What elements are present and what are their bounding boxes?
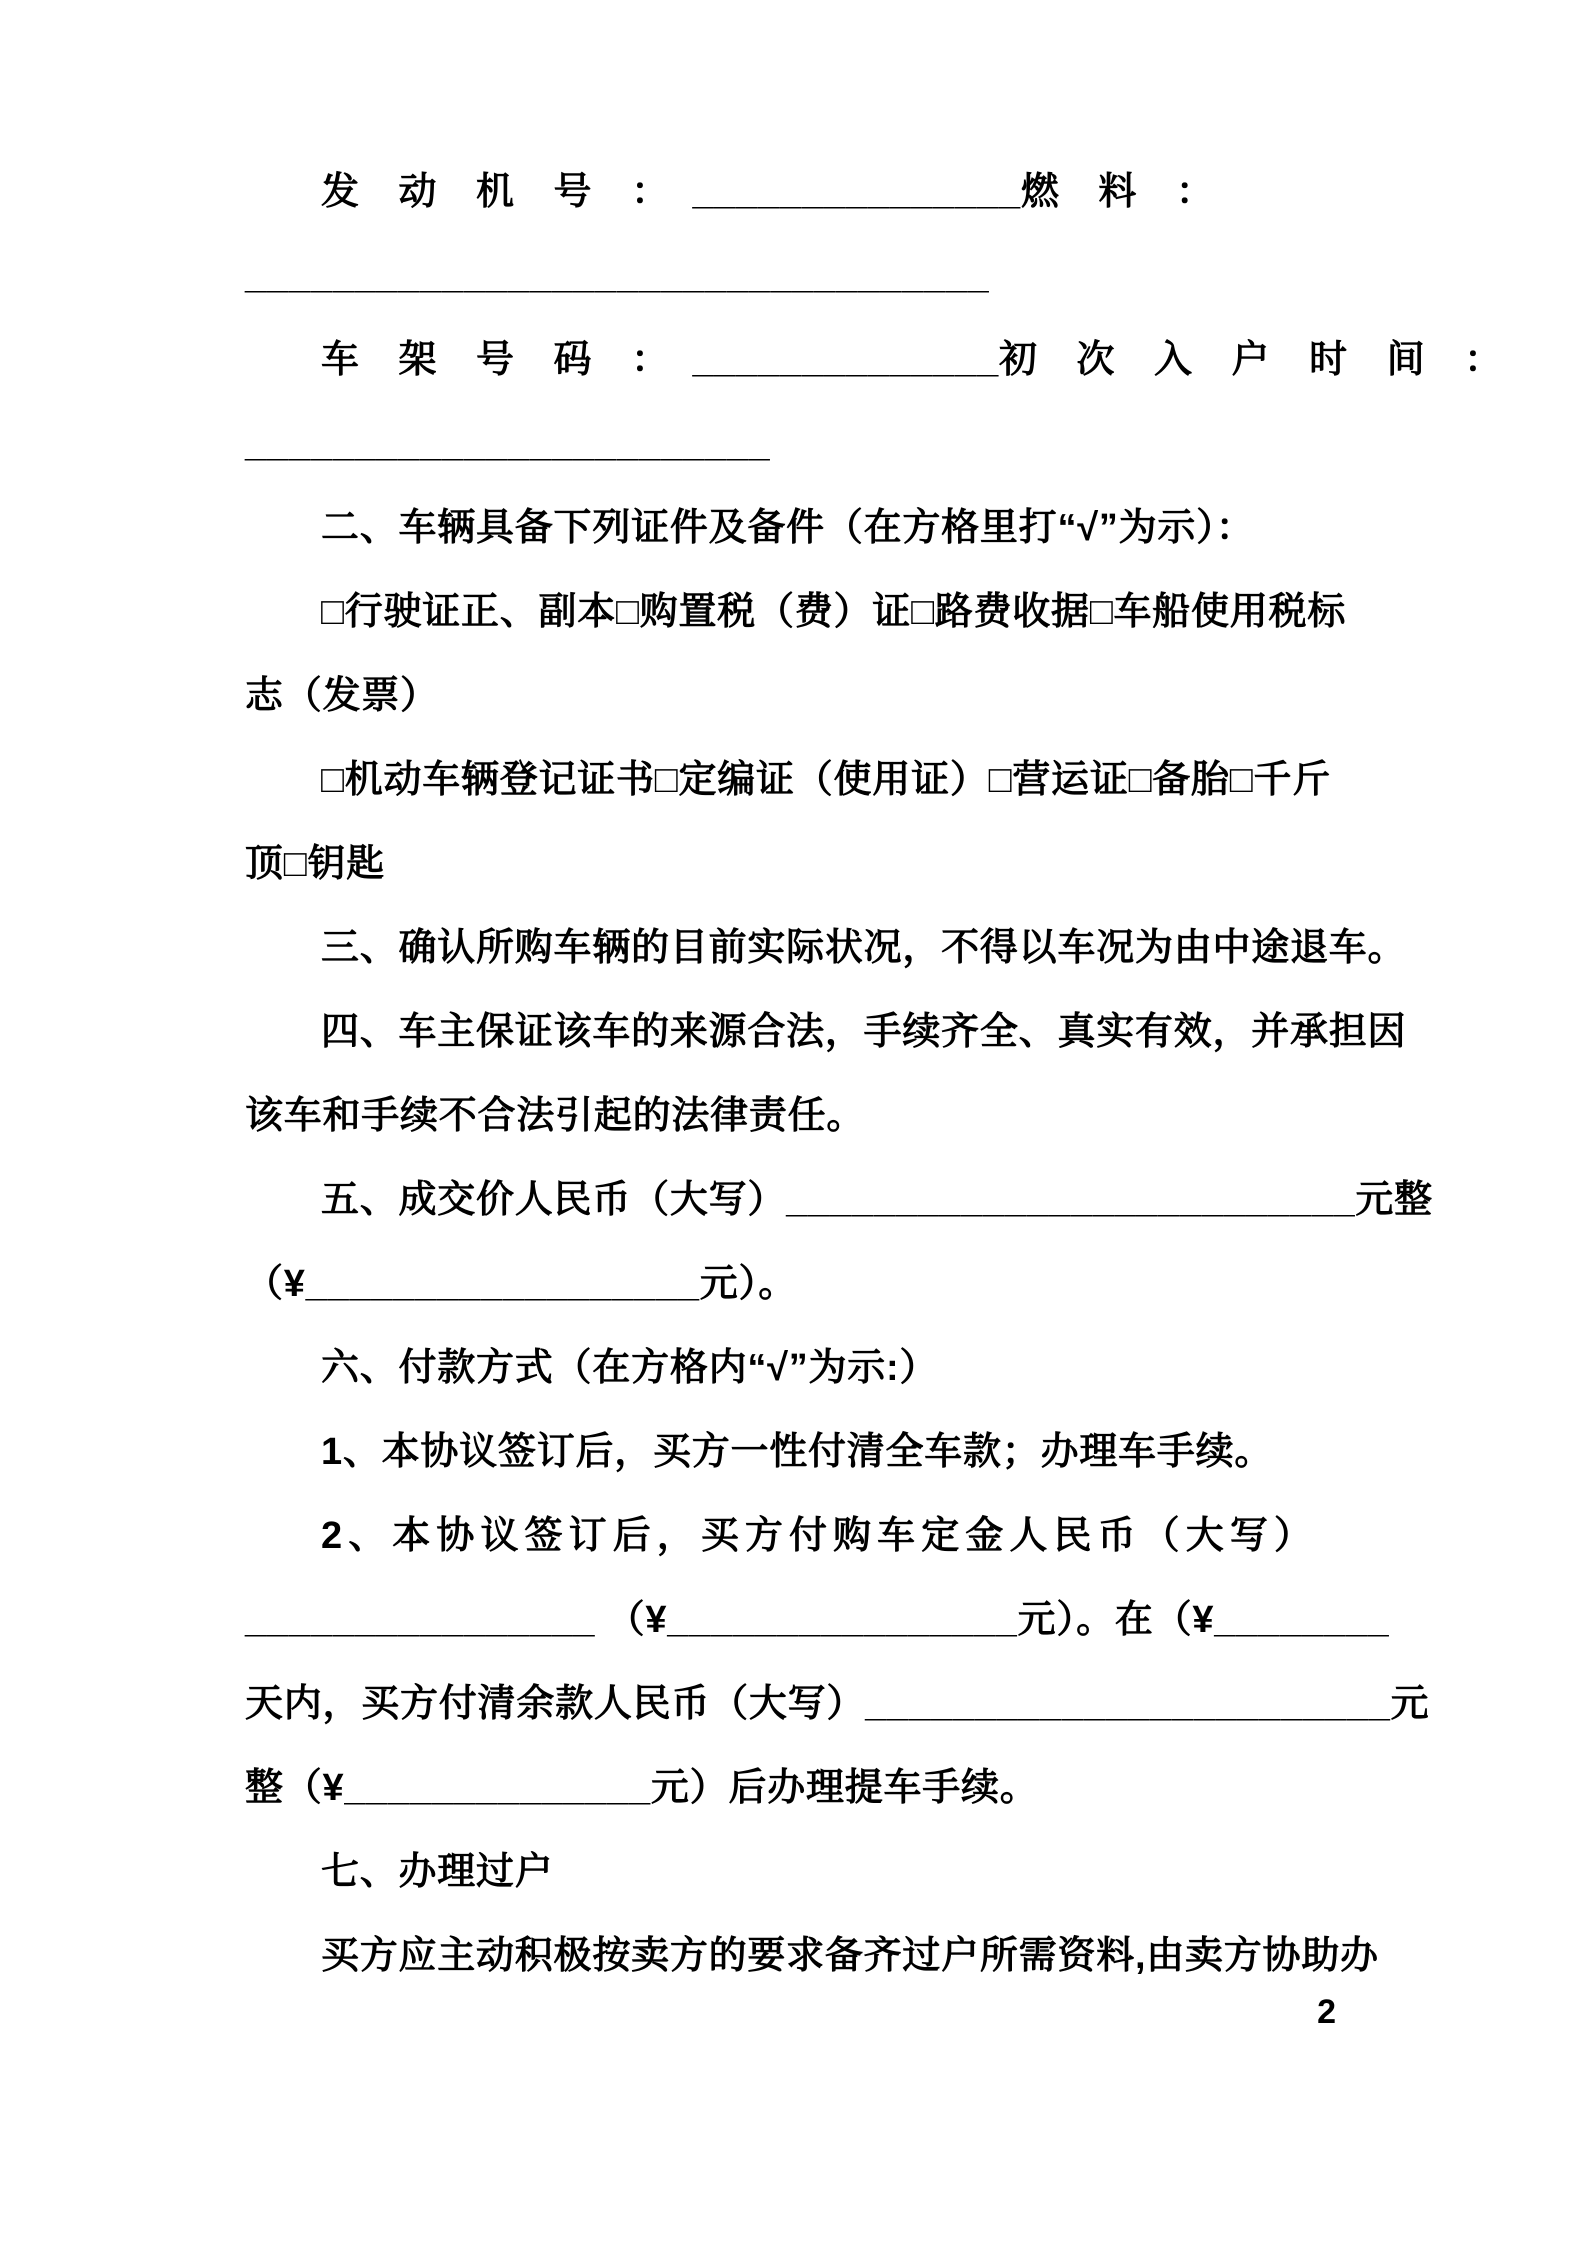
- page-number: 2: [1317, 1993, 1336, 2031]
- clause-2-checkbox-line-1-cont: 志（发票）: [245, 675, 439, 717]
- clause-5-price-line: 五、成交价人民币（大写）__________________________元整: [321, 1179, 1433, 1221]
- clause-5-amount-line: （¥__________________元）。: [245, 1263, 798, 1305]
- engine-number-fuel-line: 发 动 机 号 ： _______________燃 料 ：: [321, 171, 1215, 213]
- clause-7-heading: 七、办理过户: [321, 1851, 554, 1893]
- clause-6-heading: 六、付款方式（在方格内“√”为示:）: [321, 1347, 939, 1389]
- clause-6-item-2: 2、本协议签订后，买方付购车定金人民币（大写）: [321, 1515, 1318, 1557]
- frame-number-register-line: 车 架 号 码 ： ______________初 次 入 户 时 间 ：: [321, 339, 1503, 381]
- clause-4-line: 四、车主保证该车的来源合法，手续齐全、真实有效，并承担因: [321, 1011, 1407, 1053]
- clause-6-item-2-cont-1: ________________ （¥________________元）。在（¥________: [245, 1599, 1390, 1641]
- clause-6-item-2-cont-3: 整（¥______________元）后办理提车手续。: [245, 1767, 1039, 1809]
- clause-2-checkbox-line-2-cont: 顶□钥匙: [245, 843, 385, 885]
- blank-underline: __________________________________: [245, 255, 990, 297]
- blank-underline: ________________________: [245, 423, 771, 465]
- clause-2-checkbox-line-1: □行驶证正、副本□购置税（费）证□路费收据□车船使用税标: [321, 591, 1347, 633]
- clause-2-checkbox-line-2: □机动车辆登记证书□定编证（使用证）□营运证□备胎□千斤: [321, 759, 1332, 801]
- clause-6-item-2-cont-2: 天内，买方付清余款人民币（大写）________________________元: [245, 1683, 1430, 1725]
- clause-7-body-line: 买方应主动积极按卖方的要求备齐过户所需资料,由卖方协助办: [321, 1935, 1379, 1977]
- clause-2-heading: 二、车辆具备下列证件及备件（在方格里打“√”为示）：: [321, 507, 1255, 549]
- clause-3-line: 三、确认所购车辆的目前实际状况，不得以车况为由中途退车。: [321, 927, 1407, 969]
- clause-6-item-1: 1、本协议签订后，买方一性付清全车款；办理车手续。: [321, 1431, 1274, 1473]
- clause-4-line-cont: 该车和手续不合法引起的法律责任。: [245, 1095, 866, 1137]
